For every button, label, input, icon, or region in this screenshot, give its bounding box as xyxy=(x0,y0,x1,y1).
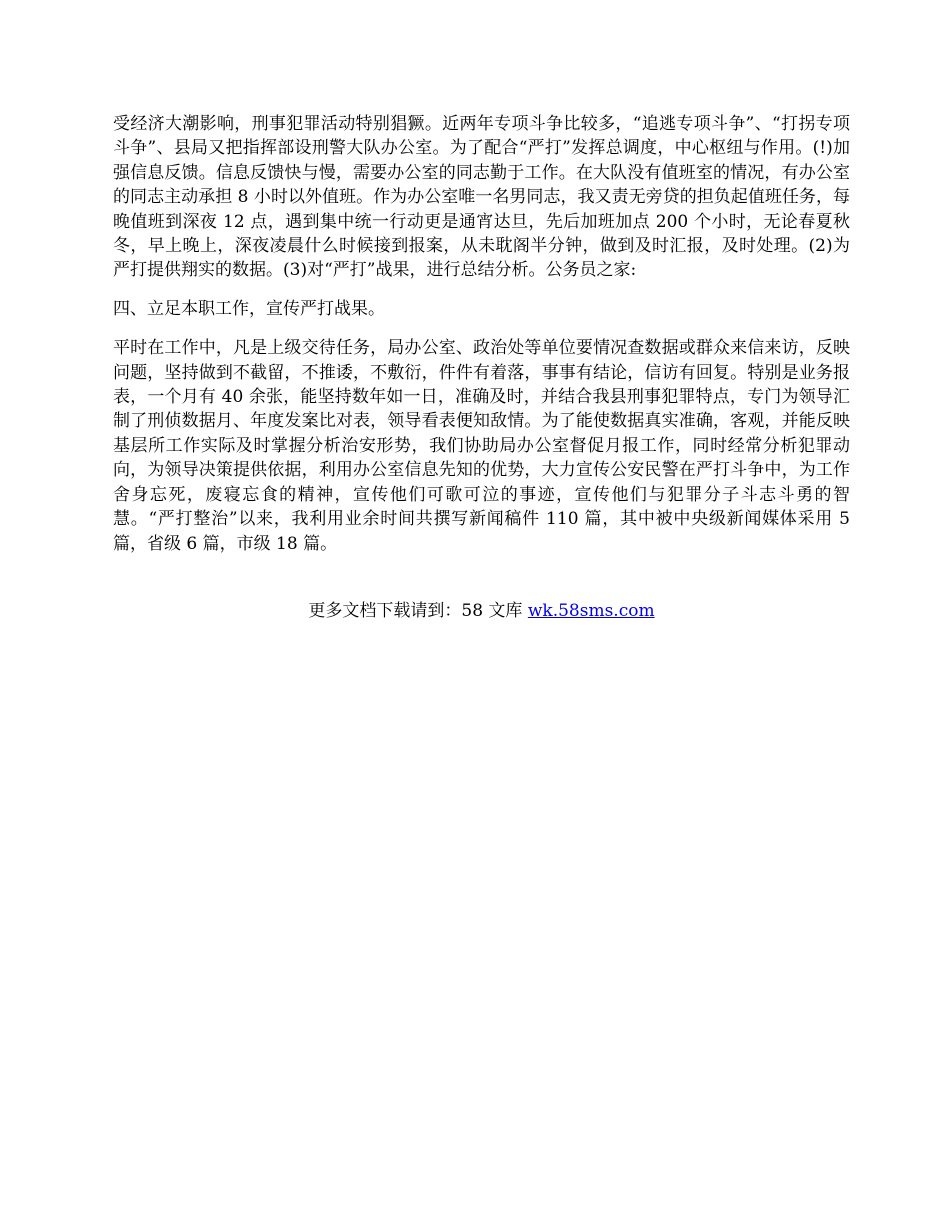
paragraph-work-summary: 受经济大潮影响，刑事犯罪活动特别猖獗。近两年专项斗争比较多，“追逃专项斗争”、“打拐专项斗争”、县局又把指挥部设刑警大队办公室。为了配合“严打”发挥总调度，中心枢纽与作用。(!)加强信息反馈。信息反馈快与慢，需要办公室的同志勤于工作。在大队没有值班室的情况，有办公室的同志主动承担 8 小时以外值班。作为办公室唯一名男同志，我又责无旁贷的担负起值班任务，每晚值班到深夜 12 点，遇到集中统一行动更是通宵达旦，先后加班加点 200 个小时，无论春夏秋冬，早上晚上，深夜凌晨什么时候接到报案，从未耽阁半分钟，做到及时汇报，及时处理。(2)为严打提供翔实的数据。(3)对“严打”战果，进行总结分析。公务员之家: xyxy=(113,114,850,281)
footer-text: 更多文档下载请到：58 文库 xyxy=(308,601,528,621)
document-body xyxy=(113,112,850,570)
footer-link[interactable]: wk.58sms.com xyxy=(527,601,655,621)
section-heading: 四、立足本职工作，宣传严打战果。 xyxy=(113,298,385,319)
download-footer xyxy=(113,599,850,623)
paragraph-publicity: 平时在工作中，凡是上级交待任务，局办公室、政治处等单位要情况查数据或群众来信来访，反映问题，坚持做到不截留，不推诿，不敷衍，件件有着落，事事有结论，信访有回复。特别是业务报表，一个月有 40 余张，能坚持数年如一日，准确及时，并结合我县刑事犯罪特点，专门为领导汇制了刑侦数据月、年度发案比对表，领导看表便知敌情。为了能使数据真实准确，客观，并能反映基层所工作实际及时掌握分析治安形势，我们协助局办公室督促月报工作，同时经常分析犯罪动向，为领导决策提供依据，利用办公室信息先知的优势，大力宣传公安民警在严打斗争中，为工作舍身忘死，废寝忘食的精神，宣传他们可歌可泣的事迹，宣传他们与犯罪分子斗志斗勇的智慧。“严打整治”以来，我利用业余时间共撰写新闻稿件 110 篇，其中被中央级新闻媒体采用 5 篇，省级 6 篇，市级 18 篇。 xyxy=(113,338,850,554)
